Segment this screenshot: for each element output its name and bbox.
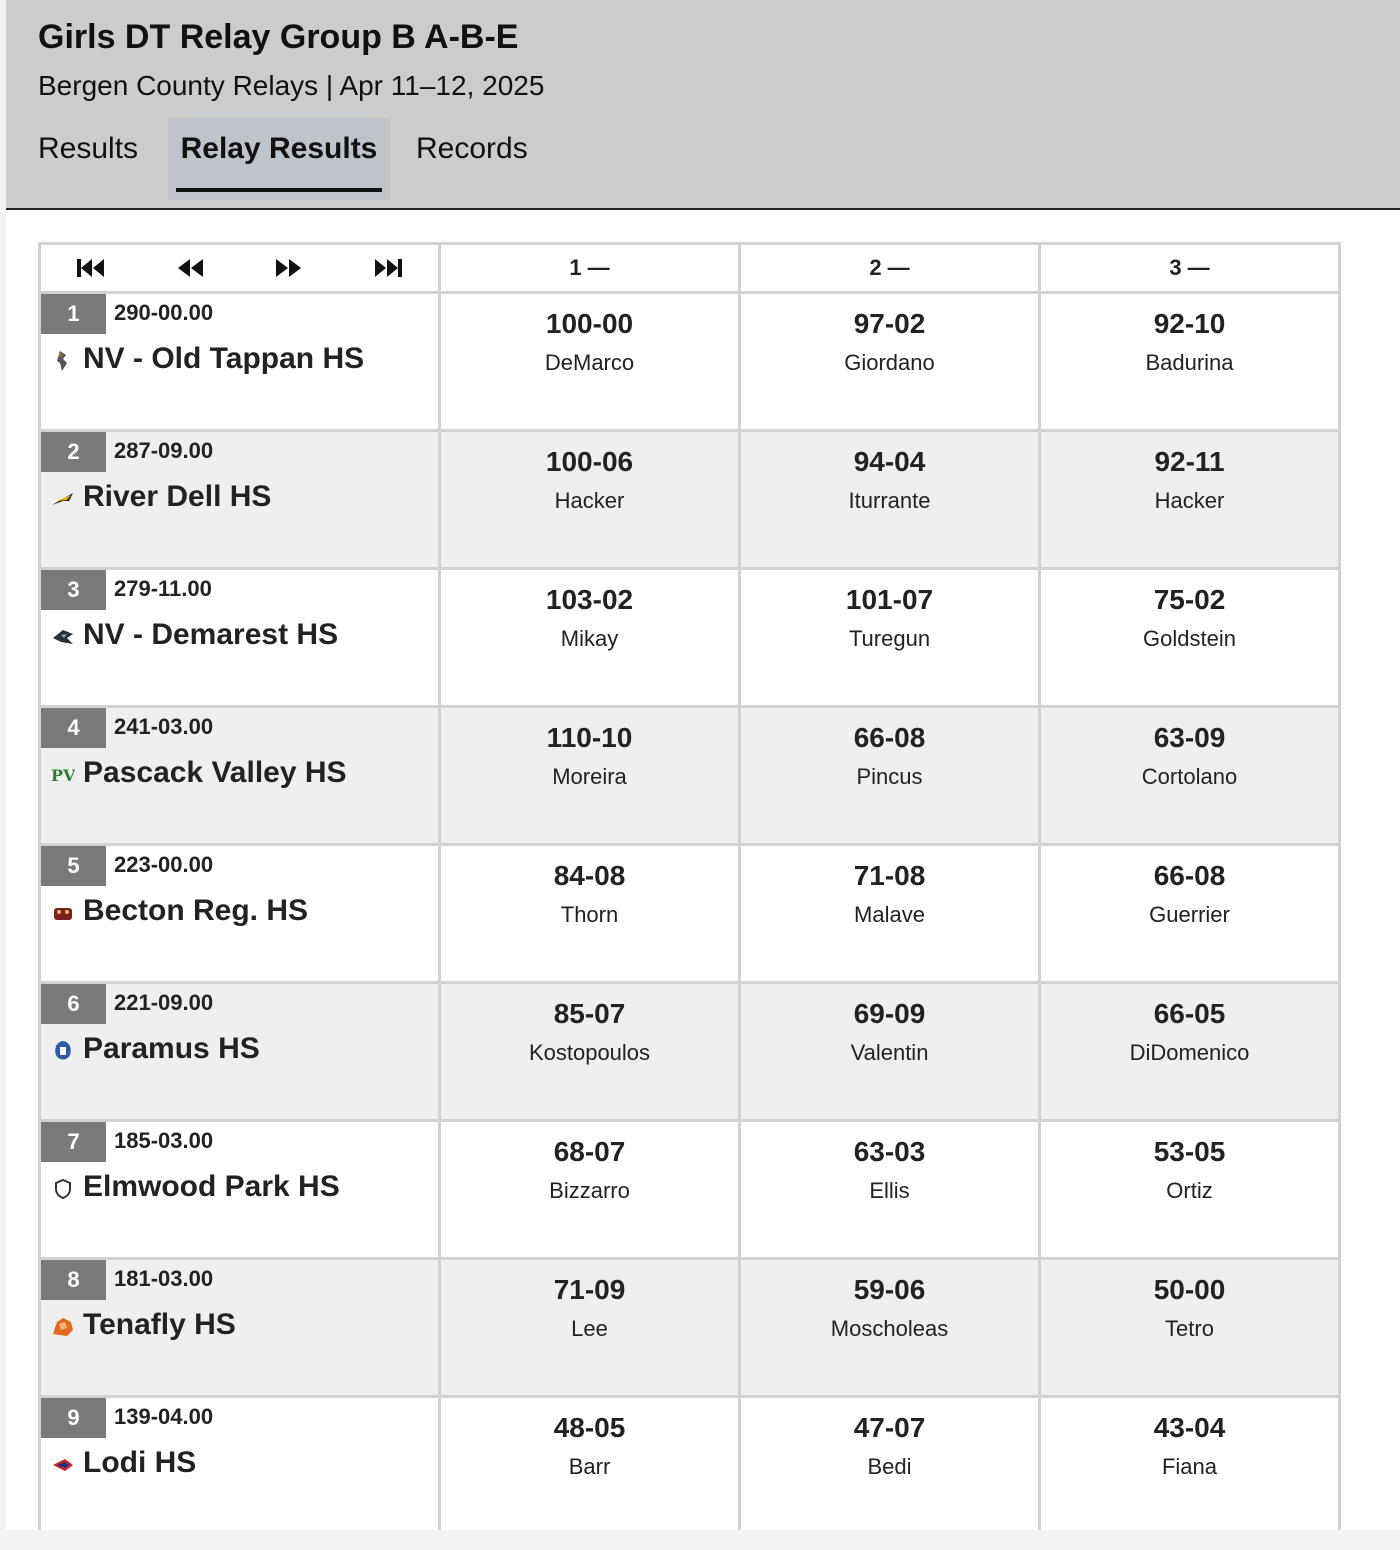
attempt-mark: 66-05	[1153, 998, 1226, 1029]
attempt-cell	[1040, 1121, 1340, 1259]
athlete-name-link[interactable]: Ellis	[869, 1178, 910, 1203]
column-header-2: 2 —	[740, 244, 1040, 293]
attempt-cell	[440, 983, 740, 1121]
athlete-name-link[interactable]: Turegun	[848, 626, 931, 651]
athlete-name-link[interactable]: Giordano	[844, 350, 935, 375]
attempt-cell	[440, 1259, 740, 1397]
next-icon[interactable]	[273, 256, 305, 280]
pascack-valley-logo-icon	[50, 762, 76, 788]
attempt-mark: 66-08	[853, 722, 926, 753]
attempt-cell	[740, 1259, 1040, 1397]
tab-relay-results[interactable]	[168, 118, 390, 200]
relay-results-table	[38, 242, 1341, 1536]
athlete-name-link[interactable]: Lee	[571, 1316, 608, 1341]
attempt-cell	[1040, 1259, 1340, 1397]
attempt-cell	[1040, 707, 1340, 845]
previous-icon[interactable]	[174, 256, 206, 280]
attempt-mark: 94-04	[853, 446, 926, 477]
team-cell	[40, 983, 440, 1121]
attempt-mark: 53-05	[1153, 1136, 1226, 1167]
table-row	[40, 983, 1340, 1121]
attempt-cell	[740, 983, 1040, 1121]
athlete-name-link[interactable]: Kostopoulos	[528, 1040, 651, 1065]
total-mark: 221-09.00	[114, 990, 214, 1015]
total-mark: 223-00.00	[114, 852, 214, 877]
old-tappan-logo-icon	[50, 348, 76, 374]
attempt-cell	[740, 1397, 1040, 1535]
attempt-mark: 100-00	[545, 308, 634, 339]
table-row	[40, 569, 1340, 707]
total-mark: 181-03.00	[114, 1266, 214, 1291]
attempt-mark: 97-02	[853, 308, 926, 339]
athlete-name-link[interactable]: Bedi	[867, 1454, 912, 1479]
athlete-name-link[interactable]: Goldstein	[1143, 626, 1236, 651]
tab-relay-results-label: Relay Results	[180, 132, 378, 165]
column-header-1: 1 —	[440, 244, 740, 293]
tab-results[interactable]: Results	[38, 132, 139, 165]
athlete-name-link[interactable]: Pincus	[856, 764, 923, 789]
team-name-link[interactable]: Becton Reg. HS	[83, 894, 309, 927]
table-row	[40, 707, 1340, 845]
athlete-name-link[interactable]: Bizzarro	[549, 1178, 630, 1203]
attempt-mark: 103-02	[545, 584, 634, 615]
results-content	[6, 210, 1400, 1550]
attempt-mark: 50-00	[1153, 1274, 1226, 1305]
attempt-cell	[740, 431, 1040, 569]
attempt-cell	[1040, 1397, 1340, 1535]
team-name-link[interactable]: Tenafly HS	[83, 1308, 236, 1341]
athlete-name-link[interactable]: Cortolano	[1141, 764, 1238, 789]
place-badge: 1	[41, 294, 106, 334]
athlete-name-link[interactable]: Iturrante	[848, 488, 931, 513]
team-cell	[40, 1259, 440, 1397]
attempt-cell	[740, 845, 1040, 983]
attempt-mark: 63-09	[1153, 722, 1226, 753]
place-badge: 4	[41, 708, 106, 748]
attempt-cell	[440, 1397, 740, 1535]
tab-bar	[6, 118, 706, 200]
attempt-mark: 100-06	[545, 446, 634, 477]
place-badge: 6	[41, 984, 106, 1024]
attempt-mark: 59-06	[853, 1274, 926, 1305]
last-page-icon[interactable]	[372, 256, 404, 280]
river-dell-logo-icon	[50, 486, 76, 512]
attempt-mark: 47-07	[853, 1412, 926, 1443]
place-badge: 7	[41, 1122, 106, 1162]
team-cell	[40, 431, 440, 569]
attempt-cell	[440, 569, 740, 707]
attempt-cell	[1040, 569, 1340, 707]
shield-icon	[50, 1176, 76, 1202]
attempt-cell	[440, 293, 740, 431]
attempt-mark: 75-02	[1153, 584, 1226, 615]
place-badge: 3	[41, 570, 106, 610]
attempt-mark: 43-04	[1153, 1412, 1226, 1443]
paramus-logo-icon	[50, 1038, 76, 1064]
total-mark: 279-11.00	[114, 576, 212, 601]
attempt-mark: 92-10	[1153, 308, 1226, 339]
tab-records[interactable]: Records	[416, 132, 528, 165]
table-row	[40, 1121, 1340, 1259]
athlete-name-link[interactable]: Ortiz	[1166, 1178, 1213, 1203]
attempt-cell	[1040, 293, 1340, 431]
attempt-cell	[440, 845, 740, 983]
total-mark: 241-03.00	[114, 714, 214, 739]
athlete-name-link[interactable]: Barr	[568, 1454, 611, 1479]
attempt-mark: 71-08	[853, 860, 926, 891]
attempt-cell	[440, 707, 740, 845]
attempt-mark: 84-08	[553, 860, 626, 891]
active-tab-underline	[176, 188, 382, 192]
athlete-name-link[interactable]: Fiana	[1161, 1454, 1218, 1479]
place-badge: 9	[41, 1398, 106, 1438]
attempt-mark: 66-08	[1153, 860, 1226, 891]
athlete-name-link[interactable]: Thorn	[560, 902, 619, 927]
team-name-link[interactable]: Pascack Valley HS	[83, 756, 347, 789]
attempt-cell	[1040, 983, 1340, 1121]
table-row	[40, 431, 1340, 569]
tenafly-logo-icon	[50, 1314, 76, 1340]
page-bottom-edge	[0, 1530, 1400, 1550]
attempt-cell	[1040, 845, 1340, 983]
team-cell	[40, 569, 440, 707]
athlete-name-link[interactable]: DeMarco	[544, 350, 635, 375]
table-row	[40, 1259, 1340, 1397]
table-row	[40, 845, 1340, 983]
attempt-cell	[740, 569, 1040, 707]
attempt-cell	[740, 293, 1040, 431]
column-nav-header	[40, 244, 440, 293]
athlete-name-link[interactable]: Mikay	[560, 626, 619, 651]
athlete-name-link[interactable]: Moreira	[552, 764, 627, 789]
total-mark: 185-03.00	[114, 1128, 214, 1153]
attempt-mark: 92-11	[1154, 446, 1225, 477]
total-mark: 287-09.00	[114, 438, 214, 463]
table-row	[40, 293, 1340, 431]
attempt-mark: 101-07	[845, 584, 934, 615]
column-header-3: 3 —	[1040, 244, 1340, 293]
athlete-name-link[interactable]: Guerrier	[1149, 902, 1230, 927]
team-name-link[interactable]: Paramus HS	[83, 1032, 260, 1065]
athlete-name-link[interactable]: Badurina	[1145, 350, 1234, 375]
athlete-name-link[interactable]: Hacker	[1154, 488, 1225, 513]
first-page-icon[interactable]	[75, 256, 107, 280]
place-badge: 5	[41, 846, 106, 886]
column-navigation	[41, 245, 438, 291]
attempt-cell	[740, 1121, 1040, 1259]
attempt-mark: 63-03	[853, 1136, 926, 1167]
athlete-name-link[interactable]: Hacker	[554, 488, 625, 513]
attempt-mark: 48-05	[553, 1412, 626, 1443]
team-name-link[interactable]: NV - Demarest HS	[83, 618, 339, 651]
attempt-mark: 110-10	[546, 722, 633, 753]
attempt-cell	[440, 431, 740, 569]
team-name-link[interactable]: NV - Old Tappan HS	[83, 342, 365, 375]
attempt-mark: 69-09	[853, 998, 926, 1029]
team-cell	[40, 707, 440, 845]
athlete-name-link[interactable]: Moscholeas	[830, 1316, 949, 1341]
page-title: Girls DT Relay Group B A-B-E	[38, 18, 519, 56]
total-mark: 139-04.00	[114, 1404, 214, 1429]
athlete-name-link[interactable]: Valentin	[850, 1040, 929, 1065]
team-cell	[40, 845, 440, 983]
total-mark: 290-00.00	[114, 300, 214, 325]
attempt-cell	[1040, 431, 1340, 569]
team-cell	[40, 1397, 440, 1535]
attempt-mark: 68-07	[553, 1136, 626, 1167]
athlete-name-link[interactable]: Tetro	[1165, 1316, 1214, 1341]
demarest-logo-icon	[50, 624, 76, 650]
svg-text:PV: PV	[51, 766, 75, 785]
lodi-logo-icon	[50, 1452, 76, 1478]
team-name-link[interactable]: Elmwood Park HS	[83, 1170, 340, 1203]
attempt-cell	[740, 707, 1040, 845]
team-cell	[40, 293, 440, 431]
attempt-mark: 85-07	[553, 998, 626, 1029]
meet-subtitle: Bergen County Relays | Apr 11–12, 2025	[38, 70, 545, 101]
team-name-link[interactable]: Lodi HS	[83, 1446, 197, 1479]
athlete-name-link[interactable]: DiDomenico	[1129, 1040, 1250, 1065]
team-name-link[interactable]: River Dell HS	[83, 480, 272, 513]
page-header	[6, 0, 1400, 210]
table-row	[40, 1397, 1340, 1535]
place-badge: 2	[41, 432, 106, 472]
attempt-mark: 71-09	[553, 1274, 626, 1305]
place-badge: 8	[41, 1260, 106, 1300]
attempt-cell	[440, 1121, 740, 1259]
team-cell	[40, 1121, 440, 1259]
athlete-name-link[interactable]: Malave	[854, 902, 925, 927]
becton-logo-icon	[50, 900, 76, 926]
